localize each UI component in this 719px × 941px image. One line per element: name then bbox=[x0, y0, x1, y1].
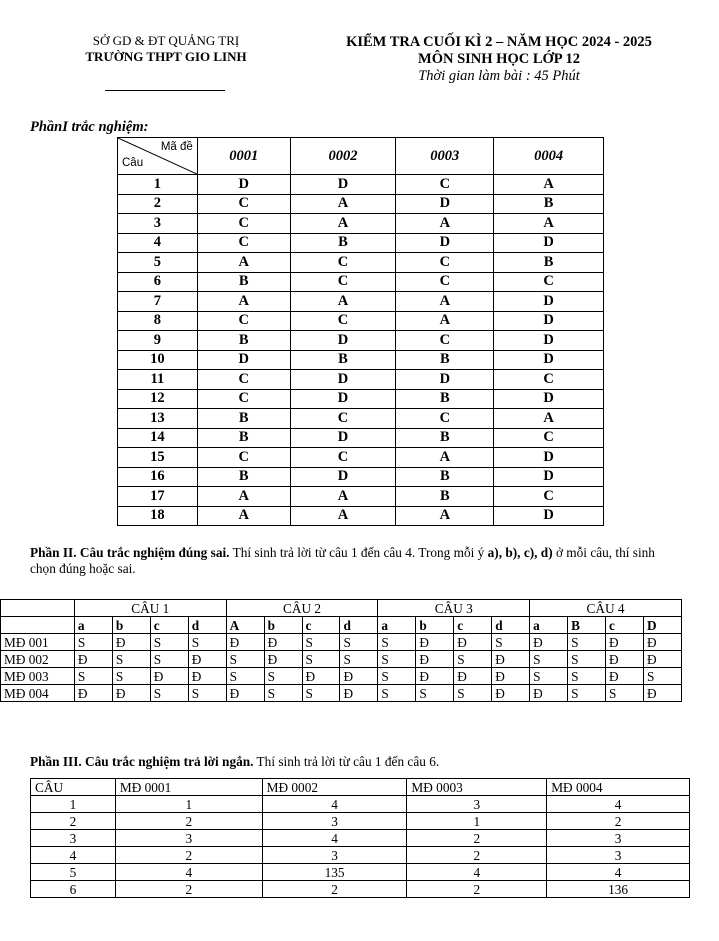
answer-cell: Đ bbox=[492, 651, 530, 668]
question-number: 1 bbox=[118, 175, 198, 195]
answer-cell: C bbox=[396, 409, 494, 429]
part1-row bbox=[118, 389, 604, 409]
answer-cell: Đ bbox=[606, 668, 644, 685]
answer-cell: A bbox=[197, 253, 290, 273]
column-header: MĐ 0001 bbox=[115, 779, 262, 796]
part2-text-1: Thí sinh trả lời từ câu 1 đến câu 4. Trong mỗi ý bbox=[229, 545, 488, 560]
answer-cell: Đ bbox=[340, 685, 378, 702]
answer-cell: B bbox=[290, 350, 396, 370]
answer-cell: Đ bbox=[112, 685, 150, 702]
question-number: 4 bbox=[118, 233, 198, 253]
answer-cell: S bbox=[568, 668, 606, 685]
answer-cell: S bbox=[74, 668, 112, 685]
answer-cell: 2 bbox=[547, 813, 690, 830]
sub-item-header: d bbox=[340, 617, 378, 634]
answer-cell: Đ bbox=[416, 668, 454, 685]
answer-cell: A bbox=[494, 214, 604, 234]
answer-cell: S bbox=[416, 685, 454, 702]
answer-cell: Đ bbox=[454, 634, 492, 651]
answer-cell: A bbox=[396, 506, 494, 526]
answer-cell: A bbox=[290, 487, 396, 507]
answer-cell: D bbox=[494, 467, 604, 487]
answer-cell: Đ bbox=[340, 668, 378, 685]
question-number: 5 bbox=[118, 253, 198, 273]
part1-row bbox=[118, 448, 604, 468]
column-header: MĐ 0002 bbox=[262, 779, 407, 796]
answer-cell: D bbox=[290, 331, 396, 351]
answer-cell: S bbox=[150, 651, 188, 668]
exam-code: MĐ 003 bbox=[1, 668, 75, 685]
question-number: 11 bbox=[118, 370, 198, 390]
code-header: 0001 bbox=[197, 138, 290, 175]
answer-cell: 1 bbox=[115, 796, 262, 813]
answer-cell: A bbox=[396, 292, 494, 312]
answer-cell: Đ bbox=[492, 668, 530, 685]
answer-cell: 2 bbox=[262, 881, 407, 898]
answer-cell: S bbox=[340, 651, 378, 668]
answer-cell: C bbox=[197, 448, 290, 468]
question-number: 3 bbox=[118, 214, 198, 234]
question-number: 6 bbox=[31, 881, 116, 898]
sub-item-header: a bbox=[530, 617, 568, 634]
part2-items: a), b), c), d) bbox=[487, 545, 553, 560]
answer-cell: C bbox=[197, 214, 290, 234]
answer-cell: C bbox=[290, 448, 396, 468]
part1-row bbox=[118, 506, 604, 526]
answer-cell: S bbox=[150, 685, 188, 702]
header-divider bbox=[105, 90, 225, 91]
part2-row bbox=[1, 685, 682, 702]
answer-cell: C bbox=[197, 311, 290, 331]
sub-item-header: b bbox=[416, 617, 454, 634]
answer-cell: B bbox=[396, 389, 494, 409]
answer-cell: B bbox=[396, 350, 494, 370]
part3-instructions bbox=[30, 754, 439, 770]
answer-cell: 2 bbox=[115, 847, 262, 864]
answer-cell: C bbox=[290, 272, 396, 292]
question-number: 14 bbox=[118, 428, 198, 448]
question-number: 3 bbox=[31, 830, 116, 847]
sub-item-header: a bbox=[378, 617, 416, 634]
part3-row bbox=[31, 847, 690, 864]
answer-cell: 3 bbox=[547, 830, 690, 847]
answer-cell: B bbox=[197, 428, 290, 448]
part1-row bbox=[118, 487, 604, 507]
answer-cell: Đ bbox=[643, 651, 681, 668]
answer-cell: S bbox=[226, 651, 264, 668]
answer-cell: Đ bbox=[606, 634, 644, 651]
answer-cell: Đ bbox=[302, 668, 340, 685]
answer-cell: S bbox=[188, 634, 226, 651]
answer-cell: 2 bbox=[407, 881, 547, 898]
part1-row bbox=[118, 409, 604, 429]
sub-item-header: a bbox=[74, 617, 112, 634]
sub-item-header: c bbox=[150, 617, 188, 634]
answer-cell: Đ bbox=[74, 651, 112, 668]
answer-cell: D bbox=[494, 506, 604, 526]
answer-cell: B bbox=[396, 428, 494, 448]
diagonal-header-cell bbox=[118, 138, 198, 175]
answer-cell: S bbox=[302, 651, 340, 668]
answer-cell: B bbox=[494, 194, 604, 214]
question-number: 18 bbox=[118, 506, 198, 526]
answer-cell: C bbox=[494, 487, 604, 507]
answer-cell: Đ bbox=[416, 651, 454, 668]
answer-cell: 2 bbox=[115, 881, 262, 898]
answer-cell: A bbox=[290, 506, 396, 526]
part2-instructions bbox=[30, 545, 680, 577]
answer-cell: D bbox=[290, 389, 396, 409]
answer-cell: Đ bbox=[492, 685, 530, 702]
answer-cell: A bbox=[396, 311, 494, 331]
answer-cell: S bbox=[454, 685, 492, 702]
answer-cell: D bbox=[494, 292, 604, 312]
part1-row bbox=[118, 350, 604, 370]
answer-cell: 3 bbox=[547, 847, 690, 864]
question-header: CÂU 2 bbox=[226, 600, 378, 617]
answer-cell: S bbox=[606, 685, 644, 702]
answer-cell: C bbox=[494, 370, 604, 390]
answer-cell: 3 bbox=[407, 796, 547, 813]
answer-cell: Đ bbox=[530, 634, 568, 651]
part1-row bbox=[118, 233, 604, 253]
question-number: 5 bbox=[31, 864, 116, 881]
answer-cell: S bbox=[378, 668, 416, 685]
answer-cell: 4 bbox=[407, 864, 547, 881]
question-number: 4 bbox=[31, 847, 116, 864]
question-number: 2 bbox=[31, 813, 116, 830]
question-number: 10 bbox=[118, 350, 198, 370]
part2-title: Phần II. Câu trắc nghiệm đúng sai. bbox=[30, 545, 230, 560]
answer-cell: C bbox=[290, 409, 396, 429]
part1-title: PhầnI trắc nghiệm: bbox=[30, 119, 149, 135]
answer-cell: A bbox=[197, 292, 290, 312]
answer-cell: 4 bbox=[115, 864, 262, 881]
question-number: 2 bbox=[118, 194, 198, 214]
question-number: 12 bbox=[118, 389, 198, 409]
code-header: 0004 bbox=[494, 138, 604, 175]
part1-row bbox=[118, 428, 604, 448]
part2-text-2: ở mỗi câu, thí sinh chọn đúng hoặc sai. bbox=[30, 545, 655, 576]
answer-cell: S bbox=[74, 634, 112, 651]
part3-row bbox=[31, 881, 690, 898]
answer-cell: S bbox=[264, 668, 302, 685]
part1-row bbox=[118, 194, 604, 214]
answer-cell: D bbox=[197, 350, 290, 370]
sub-item-header: B bbox=[568, 617, 606, 634]
answer-cell: C bbox=[494, 428, 604, 448]
column-header: MĐ 0003 bbox=[407, 779, 547, 796]
exam-code: MĐ 004 bbox=[1, 685, 75, 702]
answer-cell: D bbox=[494, 331, 604, 351]
column-header: CÂU bbox=[31, 779, 116, 796]
part1-header-row bbox=[118, 138, 604, 175]
part1-row bbox=[118, 370, 604, 390]
question-number: 8 bbox=[118, 311, 198, 331]
answer-cell: S bbox=[302, 634, 340, 651]
part1-row bbox=[118, 253, 604, 273]
part2-question-row bbox=[1, 600, 682, 617]
answer-cell: S bbox=[112, 668, 150, 685]
answer-cell: Đ bbox=[188, 651, 226, 668]
answer-cell: 3 bbox=[262, 813, 407, 830]
answer-cell: Đ bbox=[150, 668, 188, 685]
exam-code: MĐ 001 bbox=[1, 634, 75, 651]
answer-cell: D bbox=[290, 467, 396, 487]
answer-cell: S bbox=[568, 685, 606, 702]
answer-cell: C bbox=[396, 253, 494, 273]
school-name: TRƯỜNG THPT GIO LINH bbox=[85, 49, 247, 64]
answer-cell: S bbox=[568, 634, 606, 651]
part1-row bbox=[118, 272, 604, 292]
exam-code: MĐ 002 bbox=[1, 651, 75, 668]
answer-cell: 4 bbox=[547, 796, 690, 813]
answer-cell: S bbox=[188, 685, 226, 702]
answer-cell: S bbox=[378, 634, 416, 651]
part1-row bbox=[118, 331, 604, 351]
part2-sub-row bbox=[1, 617, 682, 634]
answer-cell: Đ bbox=[264, 634, 302, 651]
part3-header-row bbox=[31, 779, 690, 796]
answer-cell: C bbox=[396, 331, 494, 351]
answer-cell: S bbox=[112, 651, 150, 668]
answer-cell: D bbox=[494, 448, 604, 468]
column-header: MĐ 0004 bbox=[547, 779, 690, 796]
question-header: CÂU 4 bbox=[530, 600, 682, 617]
sub-item-header: c bbox=[302, 617, 340, 634]
answer-cell: C bbox=[290, 311, 396, 331]
blank-cell bbox=[1, 600, 75, 617]
answer-cell: B bbox=[290, 233, 396, 253]
answer-cell: S bbox=[530, 651, 568, 668]
sub-item-header: c bbox=[606, 617, 644, 634]
answer-cell: 1 bbox=[407, 813, 547, 830]
answer-cell: S bbox=[264, 685, 302, 702]
answer-cell: Đ bbox=[264, 651, 302, 668]
code-header: 0002 bbox=[290, 138, 396, 175]
answer-cell: S bbox=[226, 668, 264, 685]
answer-cell: A bbox=[494, 409, 604, 429]
part2-answer-table bbox=[0, 599, 682, 702]
answer-cell: Đ bbox=[112, 634, 150, 651]
question-header: CÂU 3 bbox=[378, 600, 530, 617]
part1-answer-table bbox=[117, 137, 604, 526]
answer-cell: S bbox=[340, 634, 378, 651]
answer-cell: A bbox=[290, 292, 396, 312]
answer-cell: Đ bbox=[643, 685, 681, 702]
part1-row bbox=[118, 311, 604, 331]
answer-cell: C bbox=[197, 194, 290, 214]
answer-cell: C bbox=[197, 233, 290, 253]
exam-time: Thời gian làm bài : 45 Phút bbox=[418, 68, 580, 84]
code-header: 0003 bbox=[396, 138, 494, 175]
code-label: Mã đề bbox=[160, 141, 193, 153]
answer-cell: 4 bbox=[547, 864, 690, 881]
answer-cell: 2 bbox=[407, 847, 547, 864]
part2-row bbox=[1, 634, 682, 651]
answer-cell: 136 bbox=[547, 881, 690, 898]
part1-row bbox=[118, 175, 604, 195]
answer-cell: Đ bbox=[606, 651, 644, 668]
sub-item-header: b bbox=[112, 617, 150, 634]
part1-row bbox=[118, 467, 604, 487]
answer-cell: 4 bbox=[262, 796, 407, 813]
part3-row bbox=[31, 796, 690, 813]
answer-cell: S bbox=[378, 685, 416, 702]
sub-item-header: c bbox=[454, 617, 492, 634]
answer-cell: S bbox=[454, 651, 492, 668]
sub-item-header: D bbox=[643, 617, 681, 634]
question-number: 17 bbox=[118, 487, 198, 507]
answer-cell: C bbox=[197, 370, 290, 390]
answer-cell: S bbox=[568, 651, 606, 668]
answer-cell: D bbox=[290, 175, 396, 195]
answer-cell: C bbox=[396, 272, 494, 292]
blank-cell bbox=[1, 617, 75, 634]
answer-cell: S bbox=[643, 668, 681, 685]
answer-cell: Đ bbox=[530, 685, 568, 702]
answer-cell: D bbox=[290, 428, 396, 448]
answer-cell: 2 bbox=[115, 813, 262, 830]
answer-cell: A bbox=[197, 506, 290, 526]
answer-cell: Đ bbox=[74, 685, 112, 702]
answer-cell: 4 bbox=[262, 830, 407, 847]
answer-cell: D bbox=[494, 233, 604, 253]
part2-row bbox=[1, 668, 682, 685]
part3-row bbox=[31, 864, 690, 881]
answer-cell: D bbox=[290, 370, 396, 390]
answer-cell: A bbox=[290, 194, 396, 214]
part1-row bbox=[118, 292, 604, 312]
answer-cell: 3 bbox=[115, 830, 262, 847]
answer-cell: D bbox=[396, 370, 494, 390]
answer-cell: C bbox=[290, 253, 396, 273]
question-header: CÂU 1 bbox=[74, 600, 226, 617]
answer-cell: Đ bbox=[226, 634, 264, 651]
answer-cell: Đ bbox=[226, 685, 264, 702]
answer-cell: S bbox=[378, 651, 416, 668]
answer-cell: B bbox=[494, 253, 604, 273]
answer-cell: A bbox=[197, 487, 290, 507]
answer-cell: B bbox=[396, 487, 494, 507]
answer-cell: A bbox=[396, 214, 494, 234]
sub-item-header: A bbox=[226, 617, 264, 634]
answer-cell: 135 bbox=[262, 864, 407, 881]
part3-text: Thí sinh trả lời từ câu 1 đến câu 6. bbox=[253, 754, 440, 769]
answer-cell: Đ bbox=[188, 668, 226, 685]
question-number: 7 bbox=[118, 292, 198, 312]
answer-cell: Đ bbox=[643, 634, 681, 651]
answer-cell: D bbox=[396, 194, 494, 214]
answer-cell: Đ bbox=[416, 634, 454, 651]
subject-title: MÔN SINH HỌC LỚP 12 bbox=[418, 51, 580, 67]
answer-cell: B bbox=[197, 467, 290, 487]
question-number: 1 bbox=[31, 796, 116, 813]
question-number: 15 bbox=[118, 448, 198, 468]
answer-cell: D bbox=[494, 389, 604, 409]
answer-cell: A bbox=[494, 175, 604, 195]
question-label: Câu bbox=[122, 157, 144, 169]
sub-item-header: d bbox=[188, 617, 226, 634]
answer-cell: S bbox=[302, 685, 340, 702]
answer-cell: B bbox=[197, 272, 290, 292]
answer-cell: B bbox=[396, 467, 494, 487]
answer-cell: S bbox=[492, 634, 530, 651]
answer-cell: A bbox=[396, 448, 494, 468]
department-name: SỞ GD & ĐT QUẢNG TRỊ bbox=[92, 33, 240, 48]
exam-header bbox=[300, 34, 698, 85]
answer-cell: C bbox=[197, 389, 290, 409]
part3-row bbox=[31, 830, 690, 847]
sub-item-header: b bbox=[264, 617, 302, 634]
part3-title: Phần III. Câu trắc nghiệm trả lời ngắn. bbox=[30, 754, 254, 769]
answer-cell: D bbox=[396, 233, 494, 253]
answer-cell: C bbox=[396, 175, 494, 195]
answer-cell: B bbox=[197, 331, 290, 351]
question-number: 13 bbox=[118, 409, 198, 429]
question-number: 6 bbox=[118, 272, 198, 292]
answer-cell: A bbox=[290, 214, 396, 234]
answer-cell: B bbox=[197, 409, 290, 429]
answer-cell: D bbox=[197, 175, 290, 195]
answer-cell: D bbox=[494, 350, 604, 370]
question-number: 9 bbox=[118, 331, 198, 351]
exam-title: KIỂM TRA CUỐI KÌ 2 – NĂM HỌC 2024 - 2025 bbox=[346, 34, 652, 50]
answer-cell: 2 bbox=[407, 830, 547, 847]
answer-cell: S bbox=[530, 668, 568, 685]
part2-row bbox=[1, 651, 682, 668]
answer-cell: S bbox=[150, 634, 188, 651]
answer-cell: Đ bbox=[454, 668, 492, 685]
sub-item-header: d bbox=[492, 617, 530, 634]
school-header bbox=[30, 33, 302, 65]
part3-answer-table bbox=[30, 778, 690, 898]
part3-row bbox=[31, 813, 690, 830]
answer-cell: D bbox=[494, 311, 604, 331]
answer-cell: 3 bbox=[262, 847, 407, 864]
question-number: 16 bbox=[118, 467, 198, 487]
part1-row bbox=[118, 214, 604, 234]
answer-cell: C bbox=[494, 272, 604, 292]
